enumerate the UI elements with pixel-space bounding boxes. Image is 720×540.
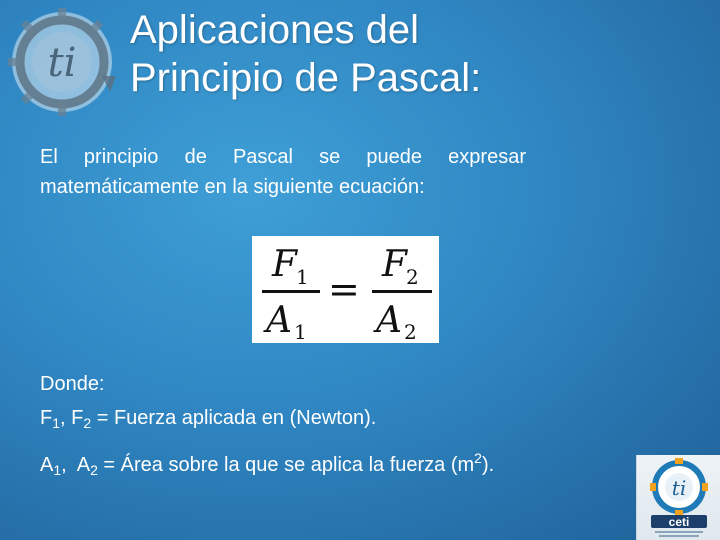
eq-left-denominator: A: [266, 300, 292, 341]
area-end: ).: [481, 454, 495, 476]
eq-right-numerator-sub: 2: [406, 265, 419, 289]
ceti-logo: [636, 455, 720, 540]
force-subscript-1: 1: [52, 415, 61, 431]
slide-title: [130, 6, 690, 102]
area-subscript-2: 2: [90, 462, 98, 478]
pascal-equation: [252, 236, 439, 343]
institution-logo: [6, 6, 118, 118]
eq-right-denominator-sub: 2: [404, 320, 417, 343]
area-subscript-1: 1: [53, 462, 62, 478]
intro-paragraph: El principio de Pascal se puede expresar matemáticamente en la siguiente ecuación:: [40, 146, 526, 198]
gear-logo-icon: [6, 6, 118, 118]
ceti-logo-text: ceti: [668, 515, 690, 529]
eq-equals: =: [328, 267, 360, 311]
area-definition: [40, 450, 526, 480]
force-description: = Fuerza aplicada en (Newton).: [91, 407, 377, 429]
title-line-1: Aplicaciones del: [130, 8, 420, 52]
eq-right-fraction-bar: [372, 290, 432, 293]
eq-left-numerator: F: [272, 244, 297, 285]
eq-right-numerator: F: [382, 244, 407, 285]
force-subscript-2: 2: [83, 415, 92, 431]
force-symbol-1: F: [40, 407, 53, 429]
force-definition: [40, 404, 376, 432]
svg-text:ti: ti: [671, 476, 687, 500]
eq-left-fraction-bar: [262, 290, 320, 293]
eq-left-denominator-sub: 1: [294, 320, 307, 343]
area-superscript: 2: [474, 450, 482, 466]
area-description: = Área sobre la que se aplica la fuerza (m: [97, 454, 475, 476]
svg-text:ti: ti: [47, 40, 77, 86]
force-symbol-2: F: [71, 407, 84, 429]
area-separator: ,: [61, 454, 77, 476]
eq-left-numerator-sub: 1: [296, 265, 309, 289]
eq-right-denominator: A: [376, 300, 402, 341]
area-symbol-1: A: [40, 454, 54, 476]
force-separator: ,: [60, 407, 72, 429]
donde-label: Donde:: [40, 373, 105, 395]
title-line-2: Principio de Pascal:: [130, 56, 482, 100]
area-symbol-2: A: [76, 454, 91, 476]
